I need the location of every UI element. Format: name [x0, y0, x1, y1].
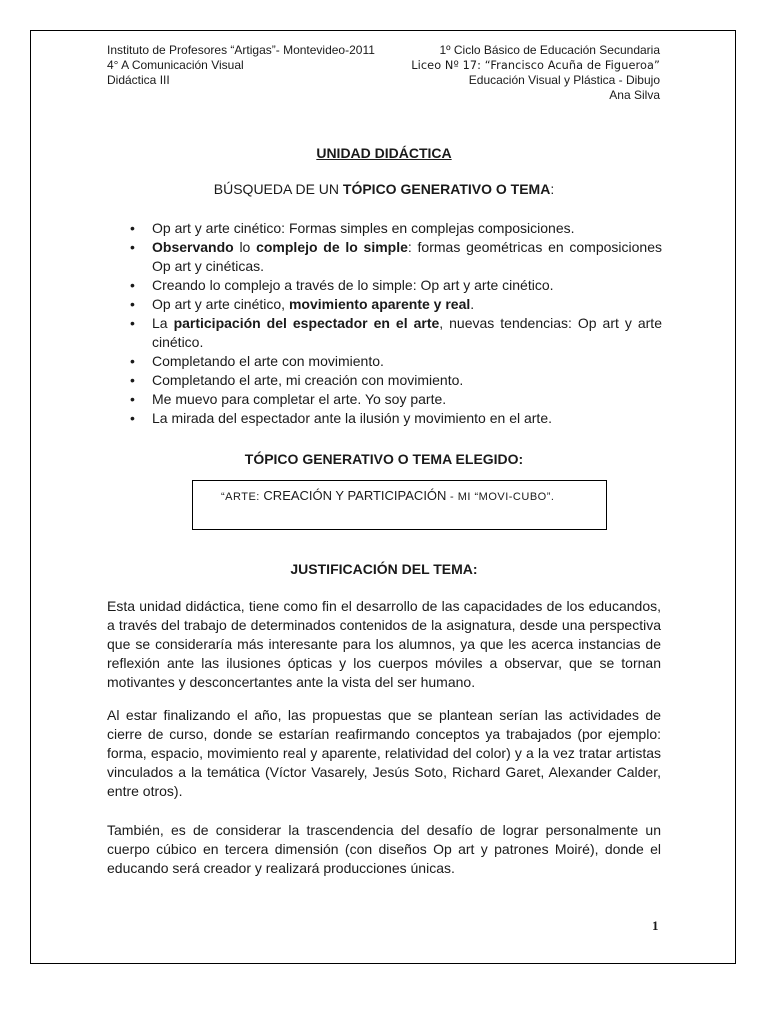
header-left: [107, 43, 375, 88]
list-item-text: La mirada del espectador ante la ilusión y movimiento en el arte.: [152, 410, 552, 426]
list-item: [128, 371, 662, 390]
list-item-text: Creando lo complejo a través de lo simple: Op art y arte cinético.: [152, 277, 554, 293]
list-item-text: Op art y arte cinético: Formas simples en complejas composiciones.: [152, 220, 575, 236]
bullet-icon: •: [130, 315, 135, 331]
chosen-topic-part3: - MI “MOVI-CUBO”.: [446, 491, 555, 503]
bullet-icon: •: [130, 277, 135, 293]
justification-paragraph-1: Esta unidad didáctica, tiene como fin el desarrollo de las capacidades de los educandos, a través del trabajo de determinados contenidos de la asignatura, desde una perspectiva que se consideraría más interesante para los alumnos, ya que les acerca instancias de reflexión ante las ilusiones ópticas y los cuerpos móviles a observar, que se tornan motivantes y desconcertantes ante la vista del ser humano.: [107, 598, 661, 690]
bullet-icon: •: [130, 410, 135, 426]
list-item: [128, 276, 662, 295]
bullet-icon: •: [130, 220, 135, 236]
list-item-text: .: [470, 296, 475, 312]
chosen-topic-text: [221, 488, 554, 503]
bullet-icon: •: [130, 372, 135, 388]
header-school: Liceo Nº 17: “Francisco Acuña de Figueroa”: [411, 59, 660, 72]
list-item: [128, 352, 662, 371]
list-item-text: La: [152, 315, 174, 331]
topic-options-list: [128, 219, 662, 428]
list-item-text: lo: [233, 239, 257, 255]
justification-heading: JUSTIFICACIÓN DEL TEMA:: [290, 561, 478, 577]
list-item-text: movimiento aparente y real: [288, 296, 471, 312]
bullet-icon: •: [130, 239, 135, 255]
topic-heading-suffix: :: [550, 181, 555, 197]
header-course: 4° A Comunicación Visual: [107, 58, 244, 72]
topic-search-heading: [0, 181, 768, 197]
chosen-topic-part2: CREACIÓN Y PARTICIPACIÓN: [263, 488, 447, 503]
header-cycle: 1º Ciclo Básico de Educación Secundaria: [439, 43, 660, 57]
header-subject: Didáctica III: [107, 73, 170, 87]
list-item-text: Op art y arte cinético,: [152, 296, 289, 312]
list-item: [128, 238, 662, 276]
list-item-text: Observando: [152, 239, 234, 255]
list-item: [128, 314, 662, 352]
chosen-topic-part1: “ARTE:: [221, 491, 264, 503]
list-item-text: complejo de lo simple: [256, 239, 408, 255]
chosen-topic-heading: TÓPICO GENERATIVO O TEMA ELEGIDO:: [244, 451, 524, 467]
justification-paragraph-3: También, es de considerar la trascendencia del desafío de lograr personalmente un cuerpo cúbico en tercera dimensión (con diseños Op art y patrones Moiré), donde el educando será creador y realizará producciones únicas.: [107, 822, 661, 876]
bullet-icon: •: [130, 296, 135, 312]
list-item: [128, 295, 662, 314]
document-title: UNIDAD DIDÁCTICA: [316, 145, 452, 161]
header-area: Educación Visual y Plástica - Dibujo: [468, 73, 660, 87]
list-item-text: Completando el arte, mi creación con movimiento.: [152, 372, 464, 388]
topic-heading-prefix: BÚSQUEDA DE UN: [213, 181, 343, 197]
list-item: [128, 409, 662, 428]
header-institution: Instituto de Profesores “Artigas”- Montevideo-2011: [107, 43, 375, 57]
bullet-icon: •: [130, 391, 135, 407]
page-number: 1: [652, 918, 659, 933]
list-item-text: , nuevas tendencias: Op art y arte cinético.: [152, 315, 662, 350]
list-item-text: Completando el arte con movimiento.: [152, 353, 384, 369]
topic-heading-bold: TÓPICO GENERATIVO O TEMA: [342, 181, 551, 197]
bullet-icon: •: [130, 353, 135, 369]
list-item-text: : formas geométricas en composiciones Op art y cinéticas.: [152, 239, 662, 274]
header-author: Ana Silva: [609, 88, 660, 102]
list-item-text: participación del espectador en el arte: [173, 315, 440, 331]
header-right: [411, 43, 660, 103]
list-item-text: Me muevo para completar el arte. Yo soy parte.: [152, 391, 447, 407]
chosen-topic-box: [192, 480, 607, 530]
list-item: [128, 390, 662, 409]
list-item: [128, 219, 662, 238]
justification-paragraph-2: Al estar finalizando el año, las propuestas que se plantean serían las actividades de cierre de curso, donde se estarían reafirmando conceptos ya trabajados (por ejemplo: forma, espacio, movimiento real y aparente, relatividad del color) y a la vez tratar artistas vinculados a la temática (Víctor Vasarely, Jesús Soto, Richard Garet, Alexander Calder, entre otros).: [107, 707, 661, 799]
